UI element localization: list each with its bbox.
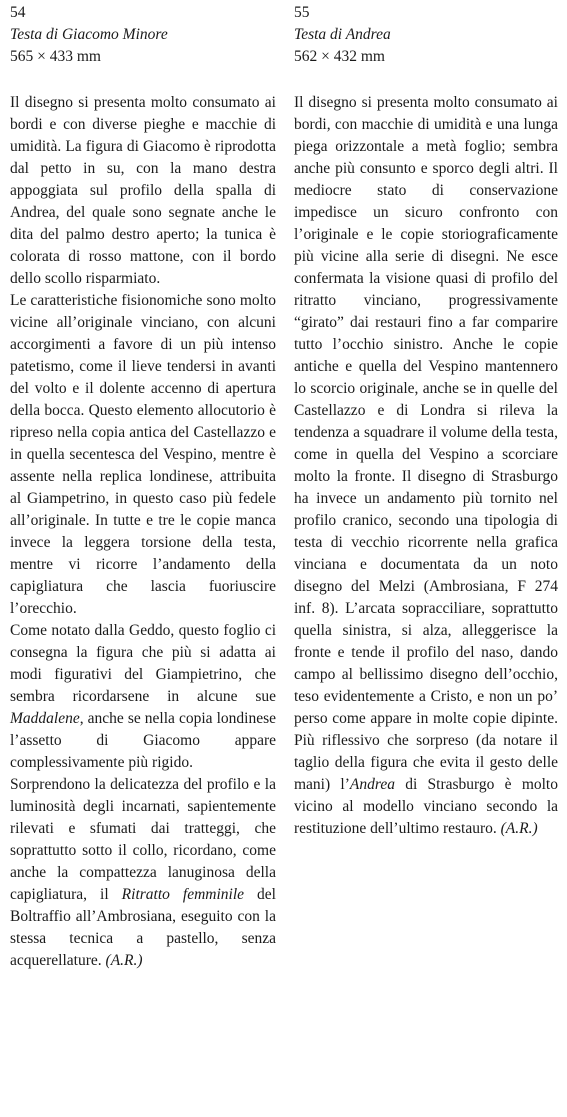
entry-paragraph	[10, 620, 276, 774]
entry-body	[294, 92, 558, 840]
entry-paragraph	[10, 774, 276, 972]
text-run: Il disegno si presenta molto consumato ai bordi, con macchie di umidità e una lunga piega orizzontale a metà foglio; sembra anche più consunto e sporco degli altri. Il mediocre stato di conservazione impedisce un sicuro confronto con l’originale e le copie storiograficamente più vicine alla serie di disegni. Ne esce confermata la visione quasi di profilo del ritratto vinciano, progressivamente “girato” dai restauri fino a far comparire tutto l’occhio sinistro. Anche le copie antiche e quella del Vespino mantennero lo scorcio originale, anche se in quelle del Castellazzo e di Londra si rileva la tendenza a squadrare il volume della testa, come in quella del Vespino a scorciare molto la fronte. Il disegno di Strasburgo ha invece un andamento più tornito nel profilo cranico, secondo una tipologia di testa di vecchio ricorrente nella grafica vinciana e documentata da un noto disegno del Melzi (Ambrosiana, F 274 inf. 8). L’arcata sopracciliare, soprattutto quella sinistra, si alza, alleggerisce la fronte e tende il profilo del naso, dando campo al bellissimo disegno dell’occhio, teso evidentemente a Cristo, e non un po’ perso come appare in molte copie dipinte. Più riflessivo che sorpreso (da notare il taglio della figura che evita il gesto delle mani) l’	[294, 94, 558, 793]
text-run: di Strasburgo è molto vicino al modello vinciano secondo la restituzione dell’ultimo restauro.	[294, 776, 558, 837]
entry-title: Testa di Andrea	[294, 26, 391, 43]
text-run: del Boltraffio all’Ambrosiana, eseguito con la stessa tecnica a pastello, senza acquerellature.	[10, 886, 276, 969]
italic-text: Maddalene	[10, 710, 80, 727]
text-run: Sorprendono la delicatezza del profilo e la luminosità degli incarnati, sapientemente rilevati e sfumati dai tratteggi, che soprattutto sotto il collo, ricordano, come anche la compattezza lanuginosa della capigliatura, il	[10, 776, 276, 903]
entry-dimensions: 562 × 432 mm	[294, 48, 385, 65]
entry-title: Testa di Giacomo Minore	[10, 26, 168, 43]
italic-text: (A.R.)	[500, 820, 538, 837]
entry-number: 54	[10, 4, 26, 21]
entry-dimensions: 565 × 433 mm	[10, 48, 101, 65]
italic-text: Andrea	[349, 776, 395, 793]
entry-header	[10, 2, 276, 68]
entry-54	[10, 2, 276, 972]
italic-text: (A.R.)	[105, 952, 143, 969]
entry-55	[294, 2, 558, 840]
entry-number: 55	[294, 4, 310, 21]
entry-paragraph	[294, 92, 558, 840]
entry-paragraph	[10, 290, 276, 620]
text-run: Le caratteristiche fisionomiche sono molto vicine all’originale vinciano, con alcuni accorgimenti a favore di un più intenso patetismo, come il lieve tendersi in avanti del volto e il dolente accenno di apertura della bocca. Questo elemento allocutorio è ripreso nella copia antica del Castellazzo e in quella secentesca del Vespino, mentre è assente nella replica londinese, attribuita al Giampetrino, in questo caso più fedele all’originale. In tutte e tre le copie manca invece la leggera torsione della testa, mentre vi ricorre l’andamento della capigliatura che lascia fuoriuscire l’orecchio.	[10, 292, 276, 617]
entry-header	[294, 2, 558, 68]
italic-text: Ritratto femminile	[121, 886, 245, 903]
text-run: Il disegno si presenta molto consumato ai bordi e con diverse pieghe e macchie di umidità. La figura di Giacomo è riprodotta dal petto in su, con la mano destra appoggiata sul profilo della spalla di Andrea, del quale sono segnate anche le dita del palmo destro aperto; la tunica è colorata di rosso mattone, con il bordo dello scollo risparmiato.	[10, 94, 276, 287]
text-run: , anche se nella copia londinese l’assetto di Giacomo appare complessivamente più rigido.	[10, 710, 276, 771]
entry-paragraph	[10, 92, 276, 290]
text-run: Come notato dalla Geddo, questo foglio ci consegna la figura che più si adatta ai modi figurativi del Giampietrino, che sembra ricordarsene in alcune sue	[10, 622, 276, 705]
entry-body	[10, 92, 276, 972]
